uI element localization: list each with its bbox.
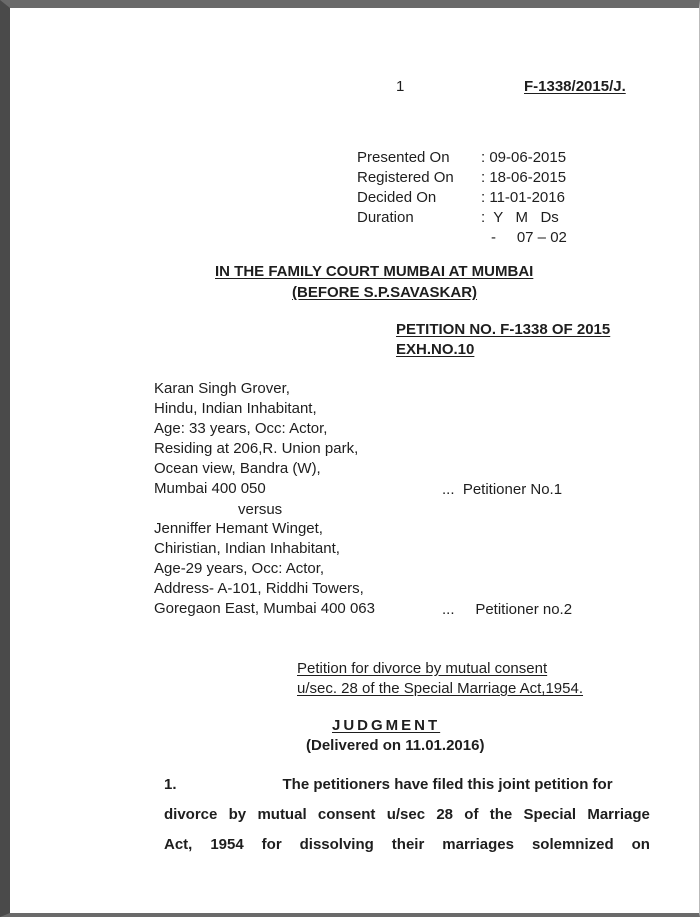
petition-number: PETITION NO. F-1338 OF 2015	[396, 321, 611, 338]
paragraph-line	[164, 800, 650, 830]
page-number: 1	[396, 78, 405, 95]
paragraph-word: marriages	[442, 836, 514, 853]
judgment-delivered: (Delivered on 11.01.2016)	[306, 737, 485, 754]
paragraph-word: of	[464, 806, 479, 823]
date-value: : Y M Ds	[481, 209, 559, 226]
paragraph-number: 1.	[164, 776, 177, 793]
exhibit-number: EXH.NO.10	[396, 341, 475, 358]
paragraph-word: divorce	[164, 806, 218, 823]
subject-line-2: u/sec. 28 of the Special Marriage Act,1954.	[297, 680, 584, 697]
case-reference: F-1338/2015/J.	[524, 78, 626, 95]
date-label: Presented On	[357, 149, 450, 166]
petitioner-2-line: Goregaon East, Mumbai 400 063	[154, 600, 375, 617]
subject-line-1: Petition for divorce by mutual consent	[297, 660, 548, 677]
petitioner-1-line: Hindu, Indian Inhabitant,	[154, 400, 317, 417]
paragraph-word: u/sec	[386, 806, 426, 823]
date-label: Duration	[357, 209, 414, 226]
petitioner-1-block	[154, 379, 358, 499]
petitioner-2-line: Age-29 years, Occ: Actor,	[154, 560, 325, 577]
paragraph-word: for	[261, 836, 282, 853]
case-dates-table	[357, 148, 567, 248]
paragraph-line	[164, 770, 650, 800]
date-value: : 18-06-2015	[481, 169, 567, 186]
paragraph-text: The petitioners have filed this joint petition for	[282, 776, 613, 793]
petitioner-1-line: Ocean view, Bandra (W),	[154, 460, 321, 477]
petitioner-1-line: Age: 33 years, Occ: Actor,	[154, 420, 328, 437]
paragraph-word: dissolving	[299, 836, 374, 853]
paragraph-line	[164, 830, 650, 860]
paragraph-word: 1954	[210, 836, 244, 853]
judgment-paragraph-1	[164, 770, 650, 860]
court-title: IN THE FAMILY COURT MUMBAI AT MUMBAI	[215, 263, 534, 280]
paragraph-word: Marriage	[587, 806, 650, 823]
date-label: Decided On	[357, 189, 437, 206]
petitioner-2-role: ... Petitioner no.2	[442, 601, 573, 618]
versus-label: versus	[238, 501, 283, 518]
petitioner-1-line: Residing at 206,R. Union park,	[154, 440, 359, 457]
petitioner-1-line: Karan Singh Grover,	[154, 380, 290, 397]
date-row-decided	[357, 188, 567, 208]
paragraph-word: Special	[523, 806, 577, 823]
paragraph-word: mutual	[257, 806, 307, 823]
paragraph-word: by	[228, 806, 247, 823]
paragraph-word: on	[631, 836, 650, 853]
petitioner-2-line: Chiristian, Indian Inhabitant,	[154, 540, 340, 557]
paragraph-word: consent	[317, 806, 376, 823]
date-label	[357, 228, 481, 248]
date-label: Registered On	[357, 169, 454, 186]
petitioner-2-line: Jenniffer Hemant Winget,	[154, 520, 323, 537]
petitioner-1-line: Mumbai 400 050	[154, 480, 266, 497]
date-row-duration-values	[357, 228, 567, 248]
paragraph-word: their	[391, 836, 425, 853]
date-row-presented	[357, 148, 567, 168]
petitioner-1-role: ... Petitioner No.1	[442, 481, 563, 498]
paragraph-word: Act,	[164, 836, 193, 853]
date-value: : 11-01-2016	[481, 189, 565, 206]
date-value: - 07 – 02	[491, 229, 567, 246]
paragraph-word: solemnized	[531, 836, 614, 853]
paragraph-word: the	[489, 806, 513, 823]
judgment-title: JUDGMENT	[332, 717, 441, 734]
paragraph-word: 28	[436, 806, 454, 823]
date-value: : 09-06-2015	[481, 149, 567, 166]
judge-name: (BEFORE S.P.SAVASKAR)	[292, 284, 478, 301]
petitioner-2-block	[154, 519, 375, 619]
date-row-registered	[357, 168, 567, 188]
petitioner-2-line: Address- A-101, Riddhi Towers,	[154, 580, 364, 597]
date-row-duration	[357, 208, 567, 228]
